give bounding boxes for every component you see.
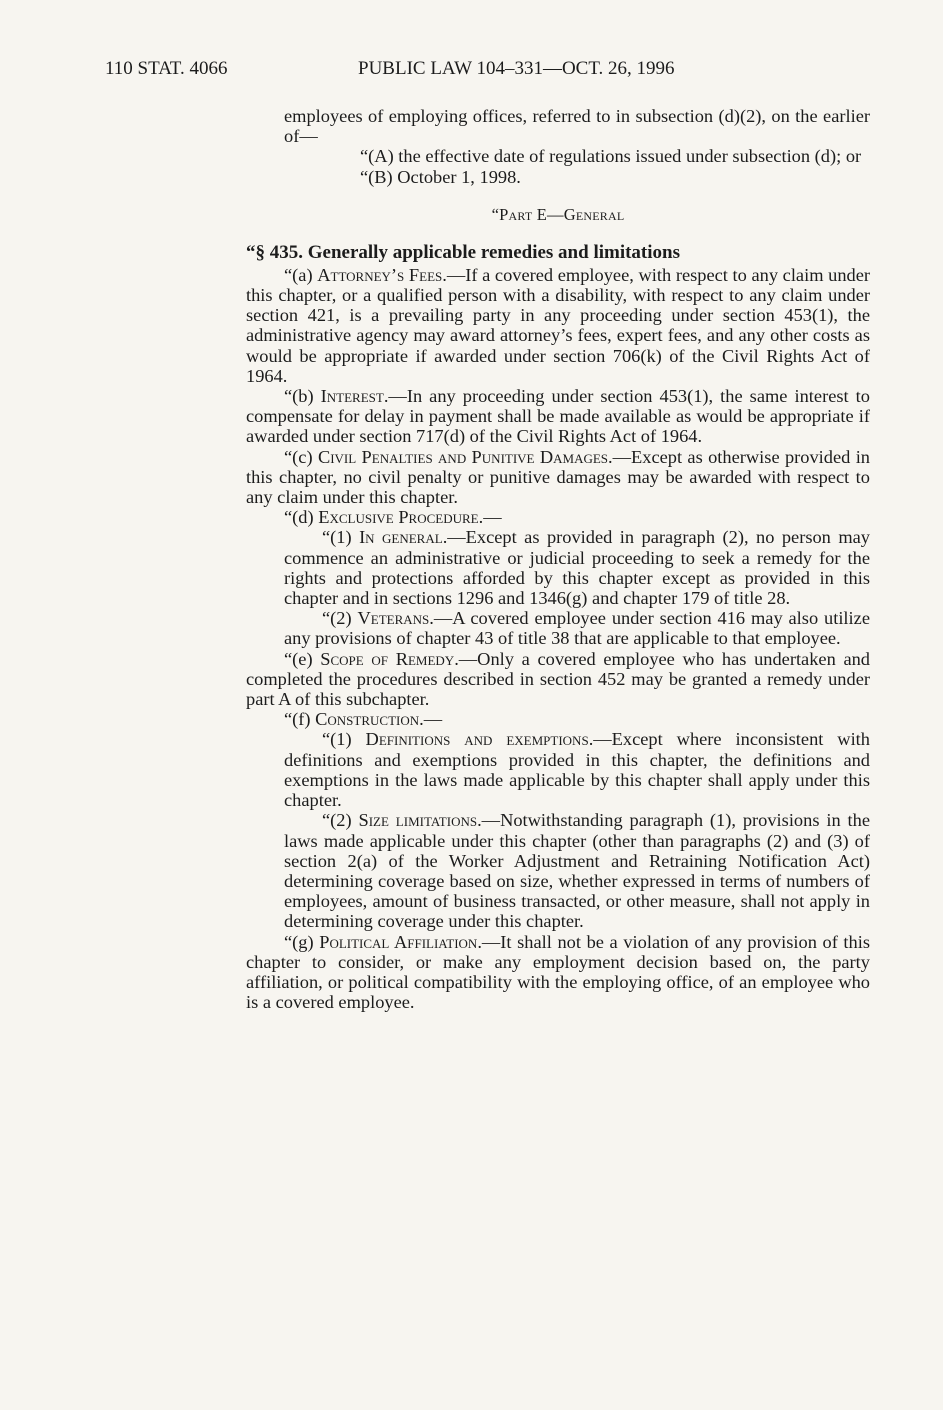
subsection-f xyxy=(246,709,870,729)
subsection-d-paragraph-1-lead: “(1) xyxy=(322,527,360,548)
subsection-d-paragraph-2-caption: Veterans xyxy=(357,608,430,629)
statute-page-reference: 110 STAT. 4066 xyxy=(105,58,228,79)
subsection-f-paragraph-2-caption: Size limitations xyxy=(358,810,478,831)
subsection-a-caption: Attorney’s Fees xyxy=(317,264,443,285)
subsection-e xyxy=(246,649,870,710)
subsection-a xyxy=(246,265,870,386)
body-text xyxy=(246,106,870,1012)
subsection-b-text: .—In any proceeding under section 453(1), the same interest to compensate for delay in payment shall be made available as would be appropriate if awarded under section 717(d) of the Civil Rights Act of 1964. xyxy=(246,386,870,447)
subsection-e-caption: Scope of Remedy xyxy=(320,648,455,669)
section-heading: “§ 435. Generally applicable remedies and limitations xyxy=(246,241,681,263)
subsection-g-lead: “(g) xyxy=(284,931,320,952)
subsection-f-paragraph-1-lead: “(1) xyxy=(322,729,366,750)
subsection-c-caption: Civil Penalties and Punitive Damages xyxy=(317,446,609,467)
subsection-f-lead: “(f) xyxy=(284,709,316,730)
subsection-f-paragraph-2 xyxy=(246,810,870,931)
subsection-e-lead: “(e) xyxy=(284,648,321,669)
subsection-d-paragraph-2-text: .—A covered employee under section 416 may also utilize any provisions of chapter 43 of title 38 that are applicable to that employee. xyxy=(284,608,870,649)
subsection-b xyxy=(246,386,870,447)
intro-clause-b: “(B) October 1, 1998. xyxy=(360,166,521,187)
subsection-f-paragraph-1 xyxy=(246,729,870,810)
subsection-d-paragraph-2 xyxy=(246,608,870,648)
intro-paragraph: employees of employing offices, referred to in subsection (d)(2), on the earlier of— xyxy=(284,106,870,147)
subsection-g-caption: Political Affiliation xyxy=(319,931,478,952)
subsection-g-text: .—It shall not be a violation of any provision of this chapter to consider, or make any employment decision based on, the party affiliation, or political compatibility with the employing office, of an employee who is a covered employee. xyxy=(246,931,870,1013)
subsection-d-text: .— xyxy=(478,507,502,528)
part-heading: “Part E—General xyxy=(491,204,625,224)
public-law-title: PUBLIC LAW 104–331—OCT. 26, 1996 xyxy=(358,58,675,79)
subsection-f-paragraph-2-lead: “(2) xyxy=(322,810,359,831)
subsection-c-lead: “(c) xyxy=(284,446,318,467)
subsection-a-lead: “(a) xyxy=(284,264,318,285)
subsection-d xyxy=(246,507,870,527)
subsection-c-text: .—Except as otherwise provided in this chapter, no civil penalty or punitive damages may be awarded with respect to any claim under this chapter. xyxy=(246,446,870,508)
subsection-b-lead: “(b) xyxy=(284,386,321,407)
subsection-d-paragraph-2-lead: “(2) xyxy=(322,608,358,629)
intro-clause-a: “(A) the effective date of regulations issued under subsection (d); or xyxy=(360,146,862,167)
running-head xyxy=(105,58,865,86)
subsection-d-paragraph-1-text: .—Except as provided in paragraph (2), no person may commence an administrative or judicial proceeding to seek a remedy for the rights and protections afforded by this chapter except as provided in this chapter and in sections 1296 and 1346(g) and chapter 179 of title 28. xyxy=(284,527,870,609)
subsection-d-lead: “(d) xyxy=(284,507,319,528)
subsection-f-caption: Construction xyxy=(315,709,420,730)
subsection-d-paragraph-1 xyxy=(246,527,870,608)
subsection-a-text: .—If a covered employee, with respect to any claim under this chapter, or a qualified person with a disability, with respect to any claim under section 421, is a prevailing party in any proceeding under section 453(1), the administrative agency may award attorney’s fees, expert fees, and any other costs as would be appropriate if awarded under section 706(k) of the Civil Rights Act of 1964. xyxy=(246,264,871,386)
subsection-f-paragraph-1-caption: Definitions and exemptions xyxy=(365,729,589,750)
subsection-c xyxy=(246,447,870,508)
subsection-f-paragraph-1-text: .—Except where inconsistent with definitions and exemptions provided in this chapter, the definitions and exemptions in the laws made applicable by this chapter shall apply under this chapter. xyxy=(284,729,870,811)
subsection-d-paragraph-1-caption: In general xyxy=(359,527,443,548)
subsection-f-paragraph-2-text: .—Notwithstanding paragraph (1), provisions in the laws made applicable under this chapter (other than paragraphs (2) and (3) of section 2(a) of the Worker Adjustment and Retraining Notification Act) determining coverage based on size, whether expressed in terms of numbers of employees, amount of business transacted, or other measure, shall not apply in determining coverage under this chapter. xyxy=(284,810,870,932)
subsection-b-caption: Interest xyxy=(320,386,384,407)
subsection-e-text: .—Only a covered employee who has undertaken and completed the procedures described in section 452 may be granted a remedy under part A of this subchapter. xyxy=(246,648,870,710)
subsection-f-text: .— xyxy=(419,709,443,730)
subsection-d-caption: Exclusive Procedure xyxy=(318,507,479,528)
subsection-g xyxy=(246,932,870,1013)
